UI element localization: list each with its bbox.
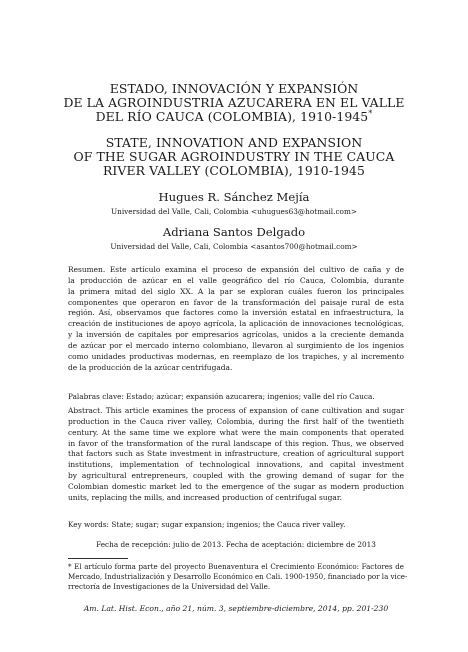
resumen-line: Resumen. Este artículo examina el proceso de expansión del cultivo de caña y de: [68, 265, 404, 274]
footnote-line: Mercado, Industrialización y Desarrollo Económico en Cali. 1900-1950, financiado por la vice-: [68, 572, 408, 582]
resumen-paragraph: [68, 265, 404, 373]
abstract-line: by agricultural entrepreneurs, coupled with the growing demand of sugar for the: [68, 471, 404, 481]
footnote-mark: *: [368, 109, 373, 119]
resumen-line: de la producción de la azúcar centrifugada.: [68, 362, 233, 372]
footnote: [68, 562, 408, 593]
palabras-clave: Palabras clave: Estado; azúcar; expansión azucarera; ingenios; valle del río Cauca.: [68, 392, 375, 401]
resumen-line: como unidades productivas modernas, en reemplazo de los trapiches, y al incremento: [68, 351, 404, 361]
abstract-line: century. At the same time we explore what were the main components that operated: [68, 427, 404, 437]
resumen-line: región. Así, observamos que factores como la inversión estatal en infraestructura, la: [68, 308, 404, 318]
resumen-line: creación de instituciones de apoyo agrícola, la aplicación de innovaciones tecnológicas,: [68, 319, 404, 329]
title-en-line-2: OF THE SUGAR AGROINDUSTRY IN THE CAUCA: [73, 149, 395, 165]
author-1-name: Hugues R. Sánchez Mejía: [158, 190, 310, 204]
author-1-affiliation: Universidad del Valle, Cali, Colombia <uhugues63@hotmail.com>: [111, 207, 357, 216]
title-es-line-3-wrap: [50, 110, 418, 124]
footnote-line: rrectoría de Investigaciones de la Universidad del Valle.: [68, 582, 271, 592]
resumen-line: la primera mitad del siglo XX. A la par se exploran cuáles fueron los principales: [68, 286, 404, 296]
title-en: [50, 136, 418, 179]
abstract-line: units, replacing the mills, and increased production of centrifugal sugar.: [68, 492, 342, 502]
footnote-line: * El artículo forma parte del proyecto Buenaventura el Crecimiento Económico: Factores de: [68, 562, 404, 571]
title-es-line-1: ESTADO, INNOVACIÓN Y EXPANSIÓN: [109, 81, 359, 96]
title-en-line-3: RIVER VALLEY (COLOMBIA), 1910-1945: [102, 163, 366, 179]
title-es-line-3: DEL RÍO CAUCA (COLOMBIA), 1910-1945: [95, 109, 369, 125]
resumen-line: de azúcar por el mercado interno colombiano, llevaron al surgimiento de los ingenios: [68, 340, 404, 350]
abstract-line: that factors such as State investment in infrastructure, creation of agricultural support: [68, 449, 404, 459]
title-es-line-2: DE LA AGROINDUSTRIA AZUCARERA EN EL VALLE: [63, 95, 405, 111]
abstract-line: in favor of the transformation of the rural landscape of this region. Thus, we observed: [68, 438, 404, 448]
abstract-line: Colombian domestic market led to the emergence of the sugar as modern production: [68, 481, 404, 491]
abstract-line: Abstract. This article examines the process of expansion of cane cultivation and sugar: [68, 406, 404, 415]
resumen-line: la producción de azúcar en el valle geográfico del río Cauca, Colombia, durante: [68, 275, 404, 285]
resumen-line: y la inversión de capitales por empresarios agrícolas, unidos a la creciente demanda: [68, 330, 404, 340]
running-footer: Am. Lat. Hist. Econ., año 21, núm. 3, septiembre-diciembre, 2014, pp. 201-230: [83, 604, 389, 613]
title-es: [50, 82, 418, 125]
author-2-name: Adriana Santos Delgado: [162, 225, 306, 239]
abstract-line: institutions, implementation of technological innovations, and capital investment: [68, 460, 404, 470]
abstract-line: production in the Cauca river valley, Colombia, during the first half of the twentieth: [68, 416, 404, 426]
key-words: Key words: State; sugar; sugar expansion; ingenios; the Cauca river valley.: [68, 520, 346, 529]
reception-dates: Fecha de recepción: julio de 2013. Fecha de aceptación: diciembre de 2013: [96, 540, 376, 549]
resumen-line: componentes que operaron en favor de la transformación del paisaje rural de esta: [68, 297, 404, 307]
abstract-paragraph: [68, 406, 404, 504]
title-en-line-1: STATE, INNOVATION AND EXPANSION: [105, 135, 363, 150]
author-2-affiliation: Universidad del Valle, Cali, Colombia <asantos700@hotmail.com>: [110, 242, 358, 251]
footnote-rule: [68, 558, 128, 559]
